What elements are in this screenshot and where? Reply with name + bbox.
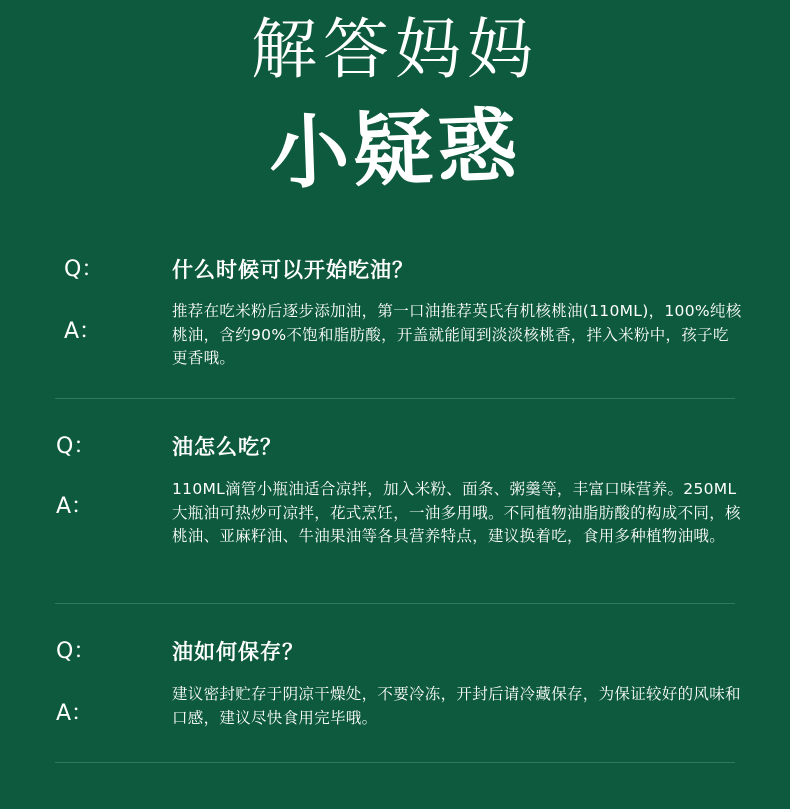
question-text: 什么时候可以开始吃油？ [172, 258, 414, 282]
section-divider [55, 762, 735, 763]
question-label: Q： [56, 639, 96, 664]
question-label: Q： [64, 257, 104, 282]
answer-text: 推荐在吃米粉后逐步添加油，第一口油推荐英氏有机核桃油(110ML)，100%纯核桃油，含约90%不饱和脂肪酸，开盖就能闻到淡淡核桃香，拌入米粉中，孩子吃更香哦。 [172, 302, 742, 367]
section-divider [55, 398, 735, 399]
question-label: Q： [56, 434, 96, 459]
section-divider [55, 603, 735, 604]
question-text: 油怎么吃？ [172, 435, 282, 459]
question-text: 油如何保存？ [172, 640, 304, 664]
answer-label: A： [56, 494, 94, 519]
answer-text: 110ML滴管小瓶油适合凉拌，加入米粉、面条、粥羹等，丰富口味营养。250ML大瓶油可热炒可凉拌，花式烹饪，一油多用哦。不同植物油脂肪酸的构成不同，核桃油、亚麻籽油、牛油果油等各具营养特点，建议换着吃，食用多种植物油哦。 [172, 480, 741, 545]
answer-label: A： [56, 701, 94, 726]
answer-text: 建议密封贮存于阴凉干燥处，不要冷冻，开封后请冷藏保存，为保证较好的风味和口感，建议尽快食用完毕哦。 [172, 685, 741, 727]
page-title-line2: 小疑惑 [267, 98, 523, 201]
page-title-line1: 解答妈妈 [251, 11, 539, 88]
answer-label: A： [64, 319, 102, 344]
